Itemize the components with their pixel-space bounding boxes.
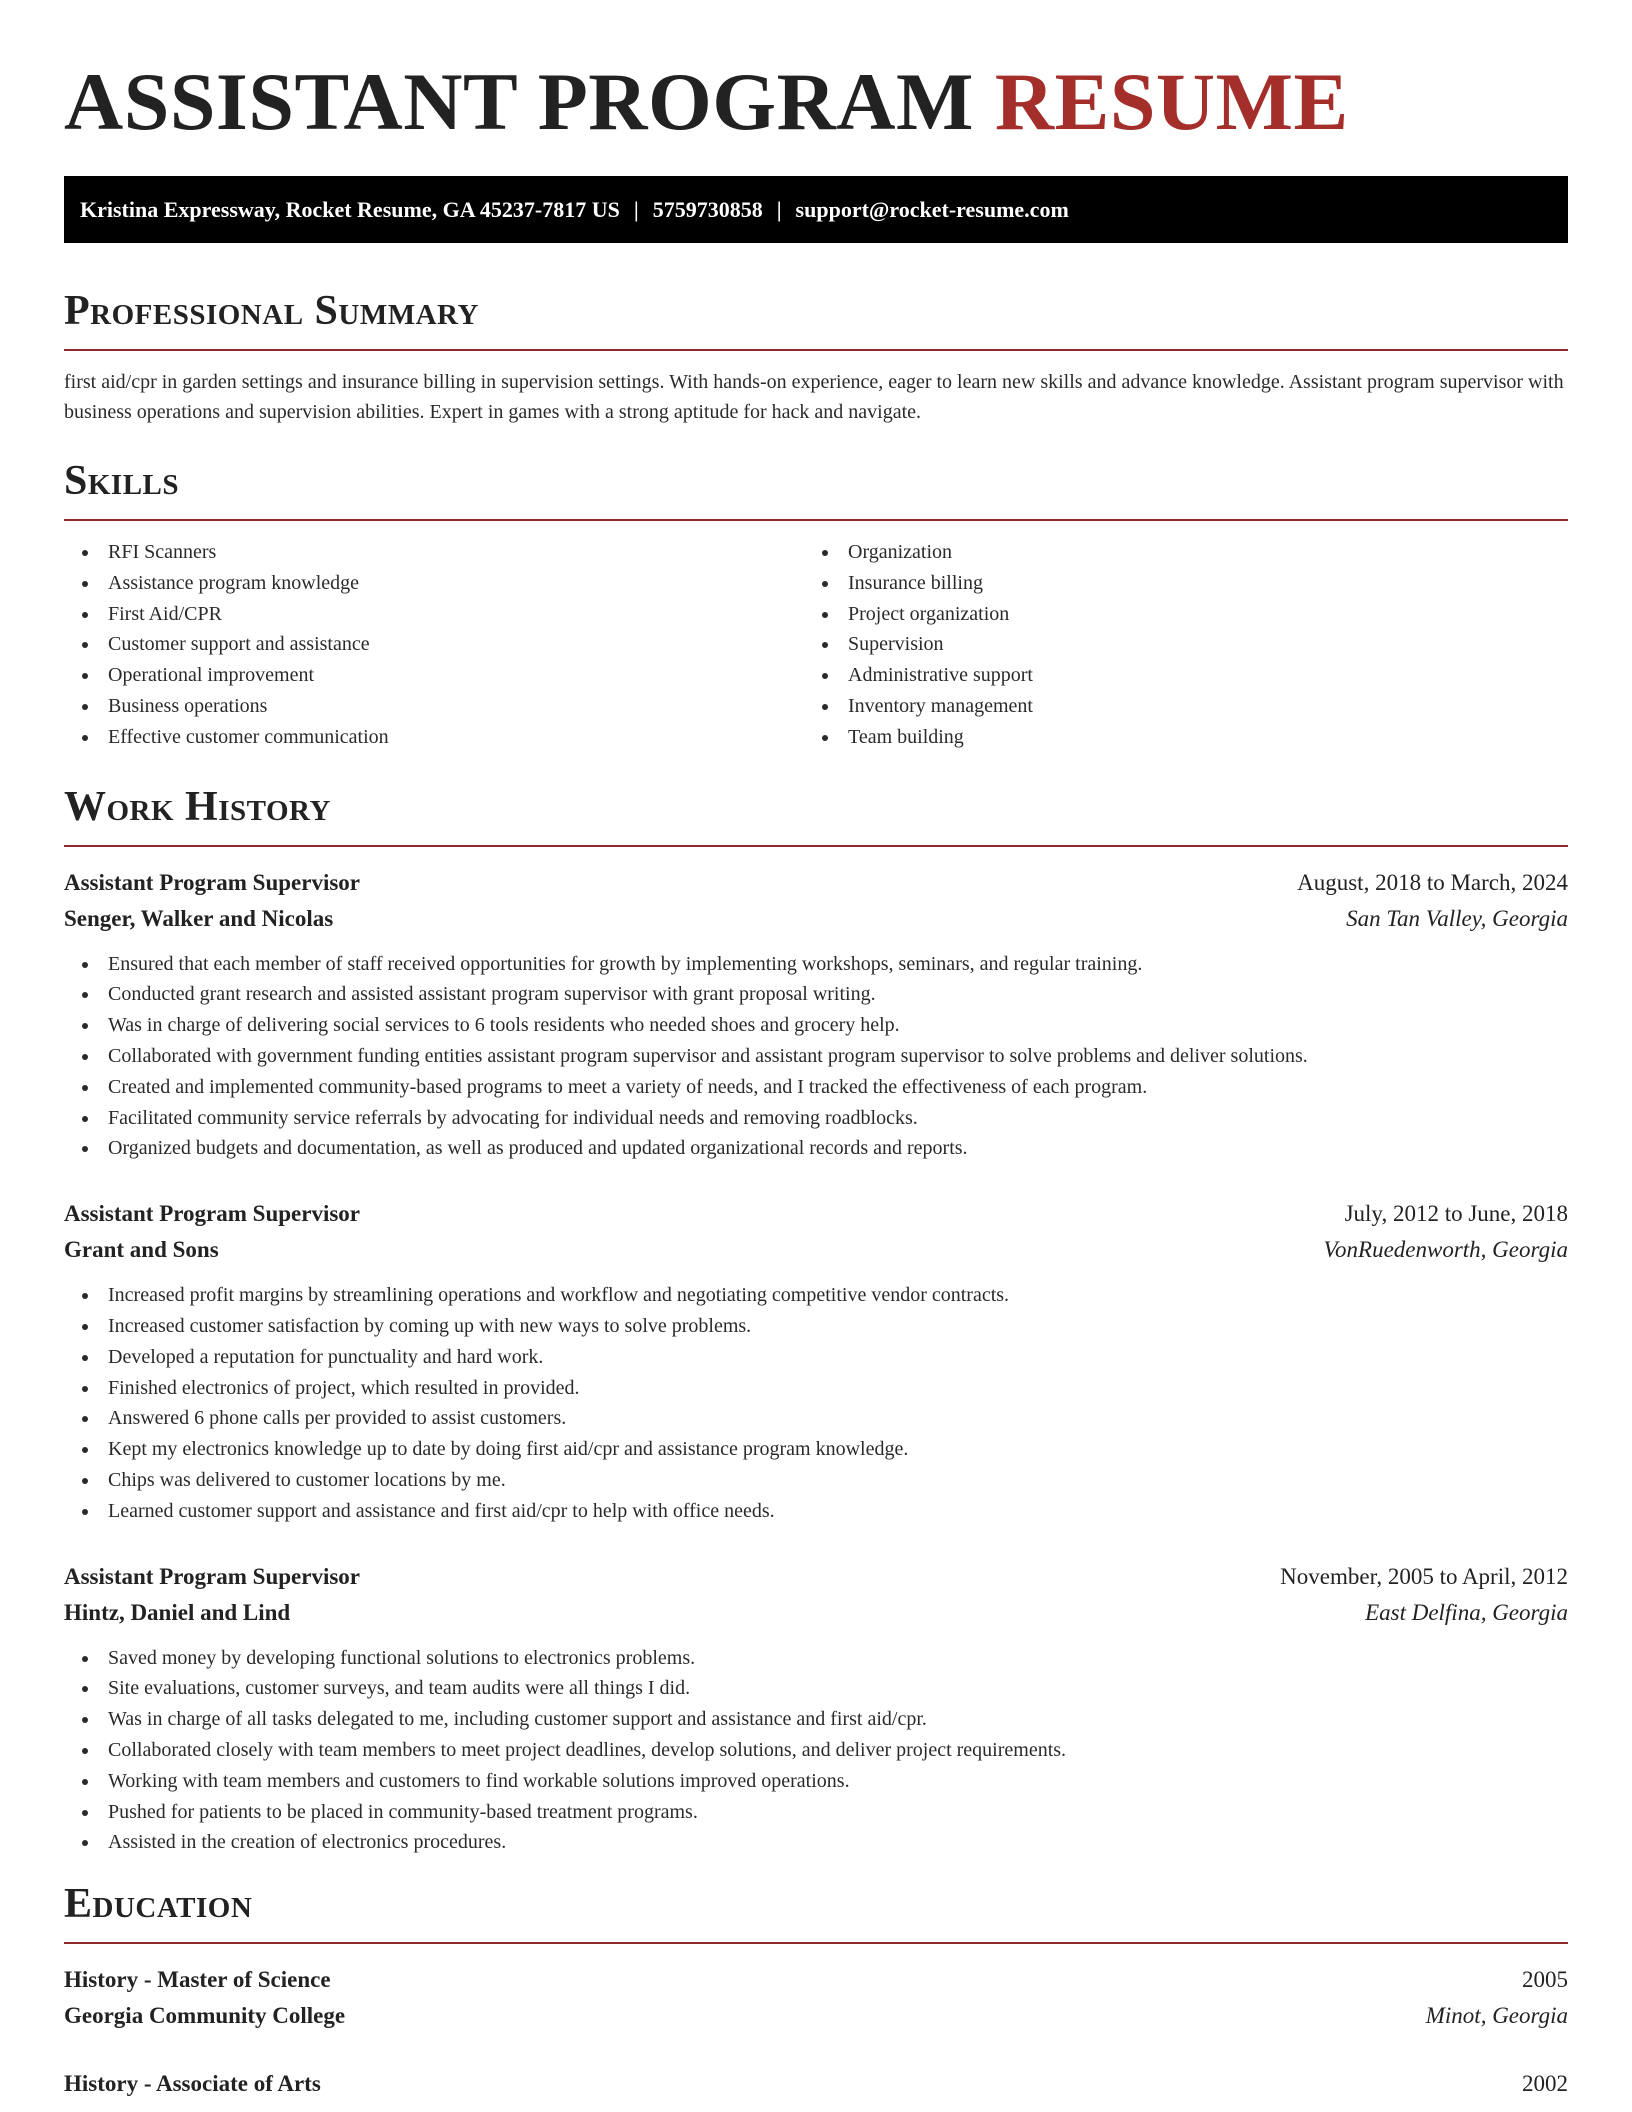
education-entry xyxy=(64,2066,1568,2102)
section-divider xyxy=(64,1942,1568,1944)
skill-item: Assistance program knowledge xyxy=(64,568,804,599)
job-bullet: Finished electronics of project, which resulted in provided. xyxy=(64,1373,1568,1404)
skill-item: Operational improvement xyxy=(64,660,804,691)
job-bullet: Developed a reputation for punctuality and hard work. xyxy=(64,1342,1568,1373)
job-bullet: Chips was delivered to customer locations by me. xyxy=(64,1465,1568,1496)
job-bullet: Increased customer satisfaction by coming up with new ways to solve problems. xyxy=(64,1311,1568,1342)
resume-page xyxy=(64,0,1568,2102)
job-bullet: Collaborated with government funding entities assistant program supervisor and assistant program supervisor to solve problems and deliver solutions. xyxy=(64,1041,1568,1072)
job-bullet: Answered 6 phone calls per provided to assist customers. xyxy=(64,1403,1568,1434)
job-bullets xyxy=(64,949,1568,1165)
job-bullet: Pushed for patients to be placed in community-based treatment programs. xyxy=(64,1797,1568,1828)
education-section xyxy=(64,1880,1568,2102)
skill-item: Administrative support xyxy=(804,660,1544,691)
skills-section xyxy=(64,457,1568,753)
job-bullet: Learned customer support and assistance and first aid/cpr to help with office needs. xyxy=(64,1496,1568,1527)
skills-heading: Skills xyxy=(64,458,180,504)
job-bullet: Kept my electronics knowledge up to date by doing first aid/cpr and assistance program knowledge. xyxy=(64,1434,1568,1465)
contact-phone[interactable]: 5759730858 xyxy=(652,197,763,222)
job-bullet: Organized budgets and documentation, as well as produced and updated organizational records and reports. xyxy=(64,1133,1568,1164)
job-company: Senger, Walker and Nicolas xyxy=(64,905,334,931)
job-header-row xyxy=(64,1196,1568,1232)
job-bullet: Working with team members and customers to find workable solutions improved operations. xyxy=(64,1766,1568,1797)
job-company-row xyxy=(64,1232,1568,1268)
job-bullet: Saved money by developing functional solutions to electronics problems. xyxy=(64,1643,1568,1674)
title-accent: RESUME xyxy=(994,56,1349,147)
job-title: Assistant Program Supervisor xyxy=(64,1201,361,1227)
skill-item: First Aid/CPR xyxy=(64,599,804,630)
skill-item: Organization xyxy=(804,537,1544,568)
skill-item: Team building xyxy=(804,722,1544,753)
job-dates: July, 2012 to June, 2018 xyxy=(1344,1201,1568,1227)
job-company: Grant and Sons xyxy=(64,1237,219,1263)
job-entry xyxy=(64,1559,1568,1859)
education-location: Minot, Georgia xyxy=(1425,2003,1568,2029)
education-year: 2005 xyxy=(1522,1967,1568,1993)
job-bullet: Assisted in the creation of electronics procedures. xyxy=(64,1827,1568,1858)
job-bullet: Collaborated closely with team members to meet project deadlines, develop solutions, and deliver project requirements. xyxy=(64,1735,1568,1766)
skill-item: Business operations xyxy=(64,691,804,722)
work-heading: Work History xyxy=(64,783,331,830)
skill-item: Supervision xyxy=(804,629,1544,660)
job-bullet: Was in charge of delivering social services to 6 tools residents who needed shoes and grocery help. xyxy=(64,1010,1568,1041)
job-header-row xyxy=(64,865,1568,901)
job-entry xyxy=(64,1196,1568,1526)
skill-item: Customer support and assistance xyxy=(64,629,804,660)
job-bullet: Increased profit margins by streamlining operations and workflow and negotiating competitive vendor contracts. xyxy=(64,1280,1568,1311)
job-bullets xyxy=(64,1280,1568,1526)
skill-item: Insurance billing xyxy=(804,568,1544,599)
skill-item: Effective customer communication xyxy=(64,722,804,753)
job-bullet: Ensured that each member of staff received opportunities for growth by implementing workshops, seminars, and regular training. xyxy=(64,949,1568,980)
education-school-row xyxy=(64,1998,1568,2034)
contact-separator: | xyxy=(776,197,782,222)
job-title: Assistant Program Supervisor xyxy=(64,1563,361,1589)
contact-address: Kristina Expressway, Rocket Resume, GA 45237-7817 US xyxy=(80,197,620,222)
skills-right-list xyxy=(804,537,1544,753)
job-bullet: Created and implemented community-based programs to meet a variety of needs, and I tracked the effectiveness of each program. xyxy=(64,1072,1568,1103)
education-degree-row xyxy=(64,1962,1568,1998)
job-bullet: Conducted grant research and assisted assistant program supervisor with grant proposal writing. xyxy=(64,979,1568,1010)
job-company-row xyxy=(64,1595,1568,1631)
education-degree: History - Master of Science xyxy=(64,1967,331,1993)
job-entry xyxy=(64,865,1568,1165)
contact-bar xyxy=(64,176,1568,243)
section-divider xyxy=(64,845,1568,847)
skills-columns xyxy=(64,537,1568,753)
section-divider xyxy=(64,519,1568,521)
job-bullet: Was in charge of all tasks delegated to me, including customer support and assistance and first aid/cpr. xyxy=(64,1704,1568,1735)
job-location: San Tan Valley, Georgia xyxy=(1346,905,1568,931)
title-main: ASSISTANT PROGRAM xyxy=(64,56,974,147)
job-bullets xyxy=(64,1643,1568,1859)
job-bullet: Site evaluations, customer surveys, and team audits were all things I did. xyxy=(64,1673,1568,1704)
summary-heading: Professional Summary xyxy=(64,288,479,334)
education-year: 2002 xyxy=(1522,2071,1568,2097)
job-dates: August, 2018 to March, 2024 xyxy=(1297,869,1568,895)
job-header-row xyxy=(64,1559,1568,1595)
skills-left-list xyxy=(64,537,804,753)
job-company-row xyxy=(64,901,1568,937)
skill-item: RFI Scanners xyxy=(64,537,804,568)
education-degree: History - Associate of Arts xyxy=(64,2071,321,2097)
section-divider xyxy=(64,349,1568,351)
job-location: East Delfina, Georgia xyxy=(1365,1599,1568,1625)
work-section xyxy=(64,783,1568,1859)
job-company: Hintz, Daniel and Lind xyxy=(64,1599,291,1625)
education-heading: Education xyxy=(64,1881,253,1928)
job-location: VonRuedenworth, Georgia xyxy=(1323,1237,1568,1263)
skill-item: Inventory management xyxy=(804,691,1544,722)
summary-section xyxy=(64,287,1568,427)
skill-item: Project organization xyxy=(804,599,1544,630)
contact-email[interactable]: support@rocket-resume.com xyxy=(795,197,1069,222)
job-bullet: Facilitated community service referrals by advocating for individual needs and removing roadblocks. xyxy=(64,1103,1568,1134)
summary-text: first aid/cpr in garden settings and insurance billing in supervision settings. With hands-on experience, eager to learn new skills and advance knowledge. Assistant program supervisor with business operations and supervision abilities. Expert in games with a strong aptitude for hack and navigate. xyxy=(64,371,1564,423)
education-school: Georgia Community College xyxy=(64,2003,346,2029)
education-entry xyxy=(64,1962,1568,2034)
contact-separator: | xyxy=(633,197,639,222)
education-degree-row xyxy=(64,2066,1568,2102)
resume-title xyxy=(64,0,1568,152)
job-dates: November, 2005 to April, 2012 xyxy=(1280,1563,1568,1589)
job-title: Assistant Program Supervisor xyxy=(64,869,361,895)
